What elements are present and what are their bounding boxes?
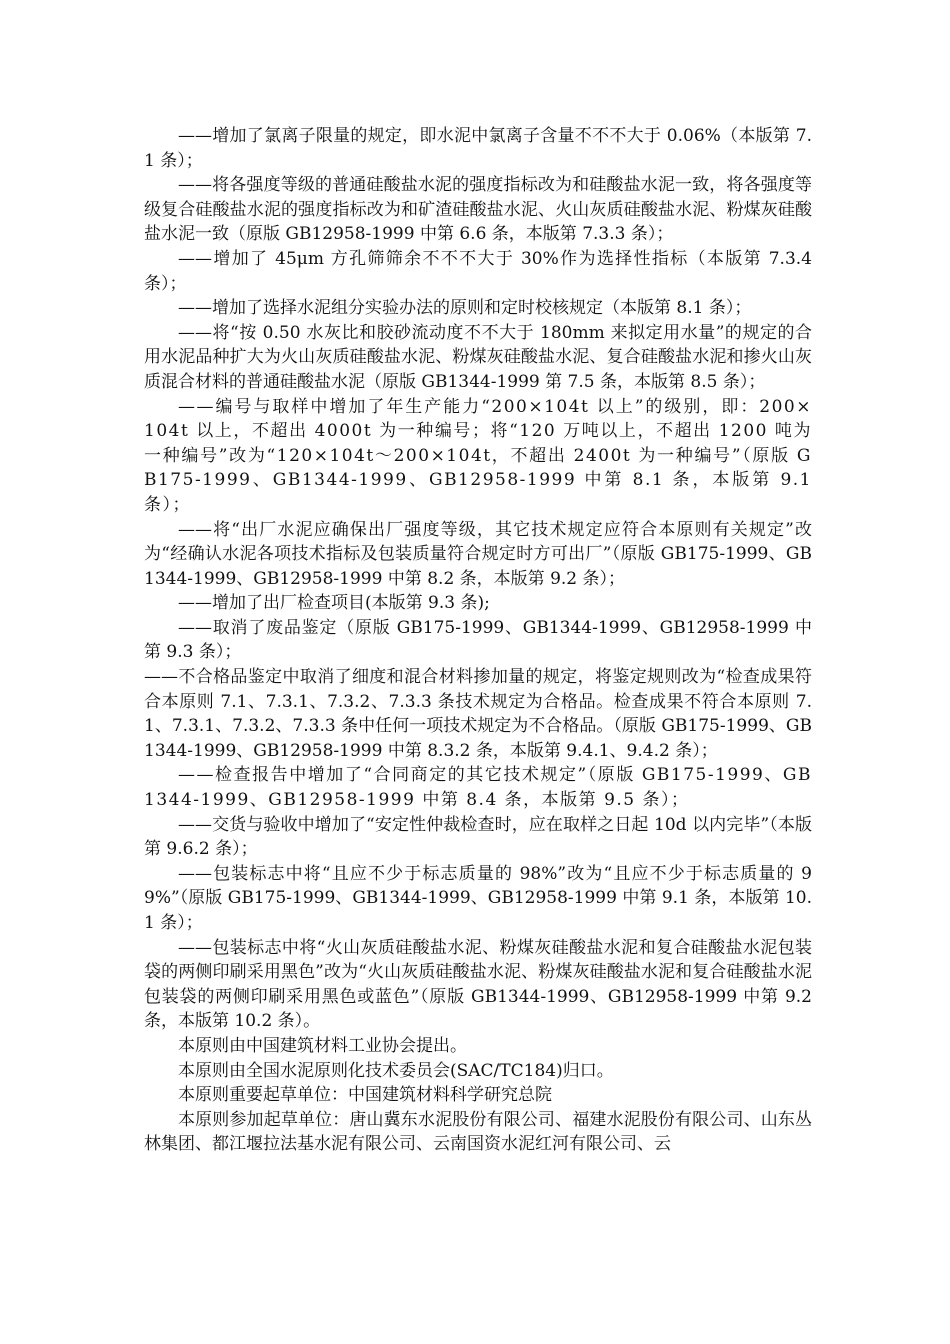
paragraph-chloride-limit: ——增加了氯离子限量的规定，即水泥中氯离子含量不不不大于 0.06%（本版第 7.1 条）； [144, 126, 812, 171]
paragraph-nonconforming-judgement: ——不合格品鉴定中取消了细度和混合材料掺加量的规定，将鉴定规则改为“检查成果符合本原则 7.1、7.3.1、7.3.2、7.3.3 条技术规定为合格品。检查成果不符合本原则 7.1、7.3.1、7.3.2、7.3.3 条中任何一项技术规定为不合格品。（原版 GB175-1999、GB1344-1999、GB12958-1999 中第 8.3.2 条，本版第 9.4.1、9.4.2 条）； [144, 667, 812, 761]
document-page [144, 124, 812, 1157]
paragraph-packaging-weight: ——包装标志中将“且应不少于标志质量的 98%”改为“且应不少于标志质量的 99%”（原版 GB175-1999、GB1344-1999、GB12958-1999 中第 9.1 条，本版第 10.1 条）； [144, 863, 812, 933]
paragraph-component-test-method: ——增加了选择水泥组分实验办法的原则和定时校核规定（本版第 8.1 条）； [178, 298, 752, 319]
paragraph-factory-release: ——将“出厂水泥应确保出厂强度等级，其它技术规定应符合本原则有关规定”改为“经确认水泥各项技术指标及包装质量符合规定时方可出厂”（原版 GB175-1999、GB1344-1999、GB12958-1999 中第 8.2 条，本版第 9.2 条）； [144, 519, 812, 589]
paragraph-waste-judgement: ——取消了废品鉴定（原版 GB175-1999、GB1344-1999、GB12958-1999 中第 9.3 条）； [144, 617, 812, 663]
paragraph-water-ratio: ——将“按 0.50 水灰比和胶砂流动度不不大于 180mm 来拟定用水量”的规定的合用水泥品种扩大为火山灰质硅酸盐水泥、粉煤灰硅酸盐水泥、复合硅酸盐水泥和掺火山灰质混合材料的普通硅酸盐水泥（原版 GB1344-1999 第 7.5 条，本版第 8.5 条）； [144, 322, 812, 392]
paragraph-strength-index: ——将各强度等级的普通硅酸盐水泥的强度指标改为和硅酸盐水泥一致，将各强度等级复合硅酸盐水泥的强度指标改为和矿渣硅酸盐水泥、火山灰质硅酸盐水泥、粉煤灰硅酸盐水泥一致（原版 GB12958-1999 中第 6.6 条，本版第 7.3.3 条）； [144, 175, 812, 245]
paragraph-technical-committee: 本原则由全国水泥原则化技术委员会(SAC/TC184)归口。 [178, 1060, 614, 1081]
paragraph-delivery-acceptance: ——交货与验收中增加了“安定性仲裁检查时，应在取样之日起 10d 以内完毕”（本版第 9.6.2 条）； [144, 814, 812, 860]
paragraph-numbering-sampling: ——编号与取样中增加了年生产能力“200×104t 以上”的级别，即：200×104t 以上，不超出 4000t 为一种编号；将“120 万吨以上，不超出 1200 吨为一种编号”改为“120×104t～200×104t，不超出 2400t 为一种编号”（原版 GB175-1999、GB1344-1999、GB12958-1999 中第 8.1 条，本版第 9.1 条）； [144, 396, 812, 515]
paragraph-sieve-residue: ——增加了 45μm 方孔筛筛余不不不大于 30%作为选择性指标（本版第 7.3.4 条）； [144, 248, 812, 294]
paragraph-factory-inspection: ——增加了出厂检查项目(本版第 9.3 条); [178, 593, 490, 614]
paragraph-proposer: 本原则由中国建筑材料工业协会提出。 [178, 1035, 467, 1056]
paragraph-inspection-report: ——检查报告中增加了“合同商定的其它技术规定”（原版 GB175-1999、GB1344-1999、GB12958-1999 中第 8.4 条，本版第 9.5 条）； [144, 765, 812, 811]
paragraph-main-drafter: 本原则重要起草单位：中国建筑材料科学研究总院 [178, 1085, 552, 1106]
paragraph-packaging-print-color: ——包装标志中将“火山灰质硅酸盐水泥、粉煤灰硅酸盐水泥和复合硅酸盐水泥包装袋的两侧印刷采用黑色”改为“火山灰质硅酸盐水泥、粉煤灰硅酸盐水泥和复合硅酸盐水泥包装袋的两侧印刷采用黑色或蓝色”（原版 GB1344-1999、GB12958-1999 中第 9.2 条，本版第 10.2 条）。 [144, 937, 812, 1032]
paragraph-participating-drafters: 本原则参加起草单位：唐山冀东水泥股份有限公司、福建水泥股份有限公司、山东丛林集团、都江堰拉法基水泥有限公司、云南国资水泥红河有限公司、云 [144, 1109, 812, 1155]
